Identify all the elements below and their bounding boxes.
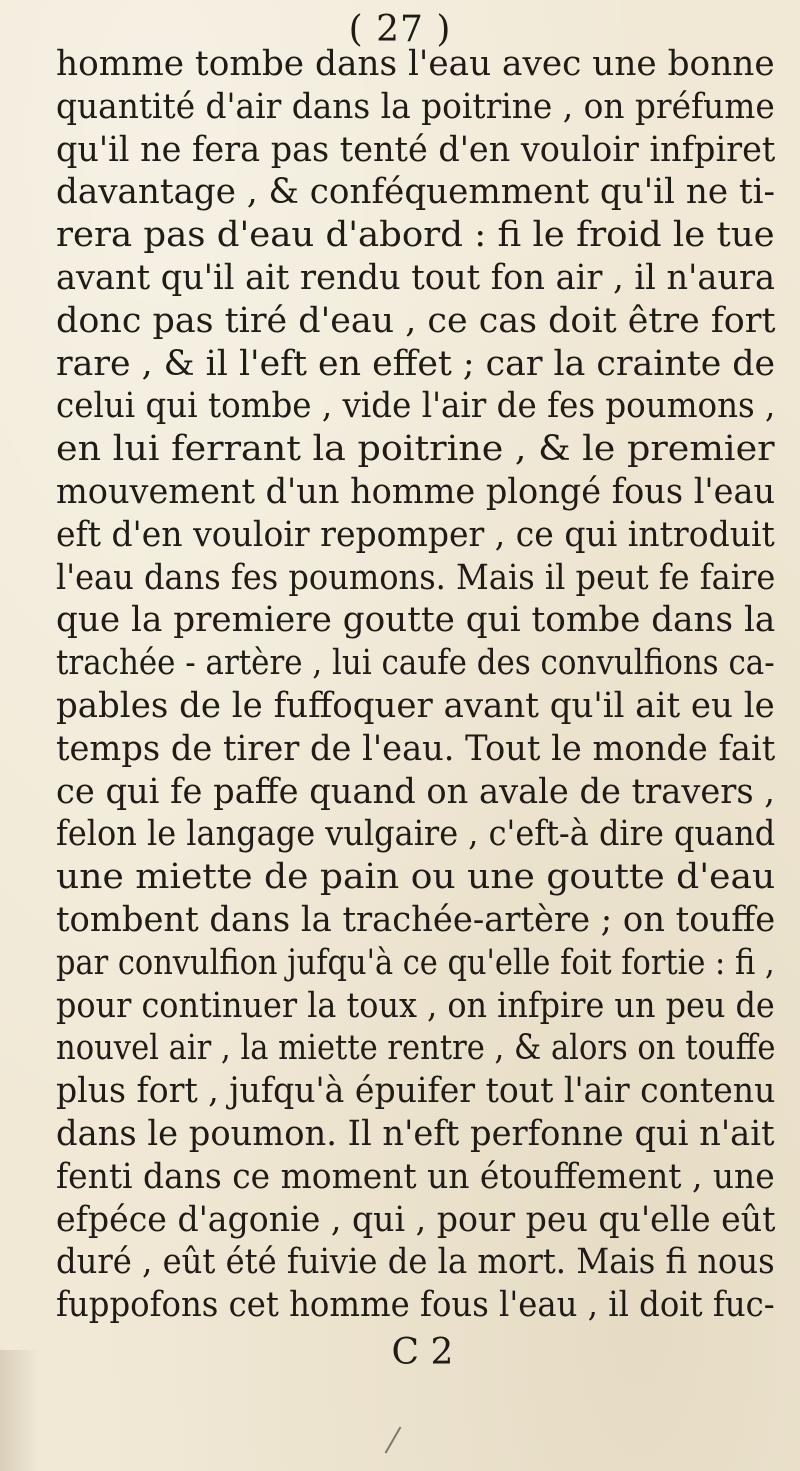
text-line: pour continuer la toux , on infpire un peu de — [56, 985, 775, 1026]
ink-mark — [385, 1427, 402, 1454]
text-line: avant qu'il ait rendu tout fon air , il n'aura — [56, 258, 776, 298]
text-line: plus fort , jufqu'à épuifer tout l'air contenu — [56, 1071, 776, 1112]
text-line: eft d'en vouloir repomper , ce qui introduit — [56, 514, 775, 555]
text-line: fenti dans ce moment un étouffement , une — [56, 1156, 775, 1197]
text-line: quantité d'air dans la poitrine , on préfume — [56, 86, 775, 127]
text-line: qu'il ne fera pas tenté d'en vouloir infpiret — [56, 129, 776, 170]
text-line: dans le poumon. Il n'eft perfonne qui n'ait — [56, 1114, 775, 1154]
text-line: donc pas tiré d'eau , ce cas doit être fort — [56, 300, 776, 341]
text-line: une miette de pain ou une goutte d'eau — [56, 857, 776, 898]
text-line: trachée - artère , lui caufe des convulfions ca- — [56, 643, 775, 684]
text-line: duré , eût été fuivie de la mort. Mais fi nous — [56, 1242, 775, 1283]
text-line: l'eau dans fes poumons. Mais il peut fe faire — [56, 557, 776, 598]
text-line: temps de tirer de l'eau. Tout le monde fait — [56, 728, 776, 769]
text-line: efpéce d'agonie , qui , pour peu qu'elle eût — [56, 1199, 776, 1240]
text-line: rare , & il l'eft en effet ; car la crainte de — [56, 343, 776, 384]
text-line: rera pas d'eau d'abord : fi le froid le tue — [56, 215, 775, 256]
page-edge-shadow — [0, 1350, 40, 1471]
text-line: davantage , & conféquemment qu'il ne ti- — [56, 172, 776, 213]
text-line: tombent dans la trachée-artère ; on touffe — [56, 900, 776, 940]
text-line: par convulfion jufqu'à ce qu'elle foit fortie : fi , — [56, 942, 775, 983]
text-line: felon le langage vulgaire , c'eft-à dire quand — [56, 814, 776, 855]
text-line: celui qui tombe , vide l'air de fes poumons , — [56, 386, 776, 427]
text-line: ce qui fe paffe quand on avale de travers , — [56, 771, 775, 812]
text-line: que la premiere goutte qui tombe dans la — [56, 600, 776, 641]
text-line: fuppofons cet homme fous l'eau , il doit fuc- — [56, 1285, 775, 1326]
text-line: nouvel air , la miette rentre , & alors on touffe — [56, 1028, 776, 1069]
text-line: homme tombe dans l'eau avec une bonne — [56, 44, 775, 84]
page-number: ( 27 ) — [348, 9, 452, 50]
text-line: mouvement d'un homme plongé fous l'eau — [56, 472, 776, 512]
text-line: pables de le fuffoquer avant qu'il ait eu le — [56, 686, 775, 726]
text-line: en lui ferrant la poitrine , & le premier — [56, 429, 775, 470]
signature-mark: C 2 — [391, 1332, 454, 1373]
